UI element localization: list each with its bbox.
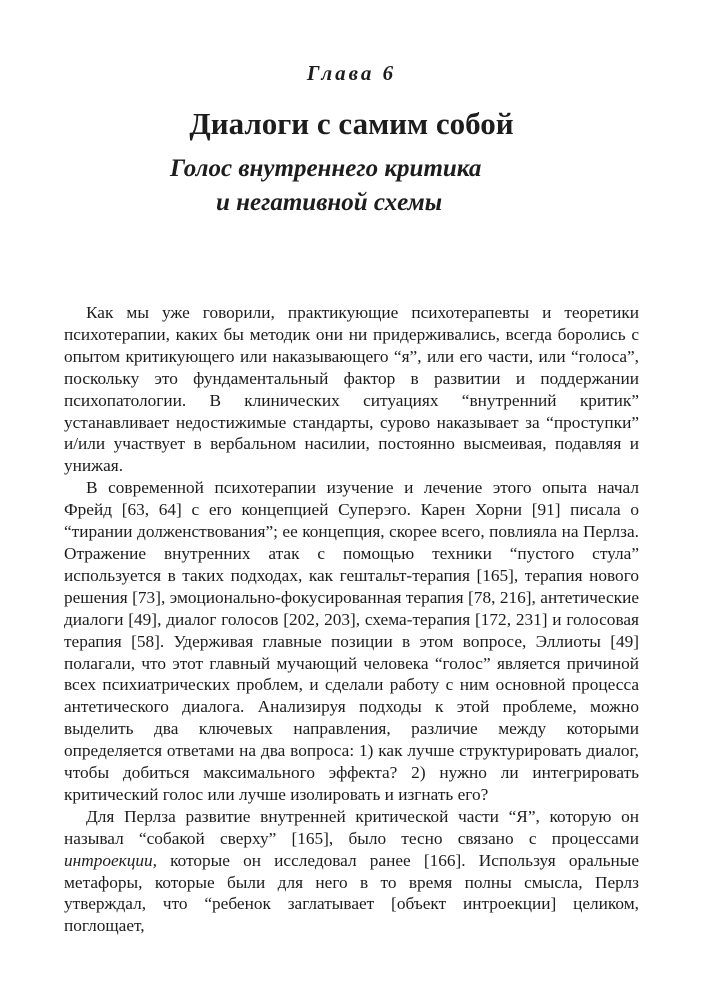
paragraph-3-text-end: которые он исследовал ранее [166]. Используя оральные метафоры, которые были для него в то время полны смысла, Перлз утверждал, что “ребенок заглатывает [объект интроекции] целиком, поглощает, [64,850,639,936]
paragraph-3-italic-term: интроекции, [64,850,157,870]
chapter-title: Диалоги с самим собой [189,106,514,141]
body-text [64,302,639,937]
chapter-label: Глава 6 [306,61,397,85]
paragraph-3 [64,806,639,937]
paragraph-3-text-start: Для Перлза развитие внутренней критической части “Я”, которую он называл “собакой сверху” [165], было тесно связано с процессами [64,806,639,848]
chapter-subtitle-line-1: Голос внутреннего критика [170,155,482,182]
chapter-subtitle-line-2: и негативной схемы [216,189,443,216]
paragraph-1: Как мы уже говорили, практикующие психотерапевты и теоретики психотерапии, каких бы методик они ни придерживались, всегда боролись с опытом критикующего или наказывающего “я”, или его части, или “голоса”, поскольку это фундаментальный фактор в развитии и поддержании психопатологии. В клинических ситуациях “внутренний критик” устанавливает недостижимые стандарты, сурово наказывает за “проступки” и/или участвует в вербальном насилии, постоянно высмеивая, подавляя и унижая. [64,303,639,476]
paragraph-2: В современной психотерапии изучение и лечение этого опыта начал Фрейд [63, 64] с его концепцией Суперэго. Карен Хорни [91] писала о “тирании долженствования”; ее концепция, скорее всего, повлияла на Перлза. Отражение внутренних атак с помощью техники “пустого стула” используется в таких подходах, как гештальт-терапия [165], терапия нового решения [73], эмоционально-фокусированная терапия [78, 216], антетические диалоги [49], диалог голосов [202, 203], схема-терапия [172, 231] и голосовая терапия [58]. Удерживая главные позиции в этом вопросе, Эллиоты [49] полагали, что этот главный мучающий человека “голос” является причиной всех психиатрических проблем, и сделали работу с ним основной процесса антетического диалога. Анализируя подходы к этой проблеме, можно выделить два ключевых направления, различие между которыми определяется ответами на два вопроса: 1) как лучше структурировать диалог, чтобы добиться максимального эффекта? 2) нужно ли интегрировать критический голос или лучше изолировать и изгнать его? [64,478,639,804]
chapter-subtitle [64,152,639,220]
